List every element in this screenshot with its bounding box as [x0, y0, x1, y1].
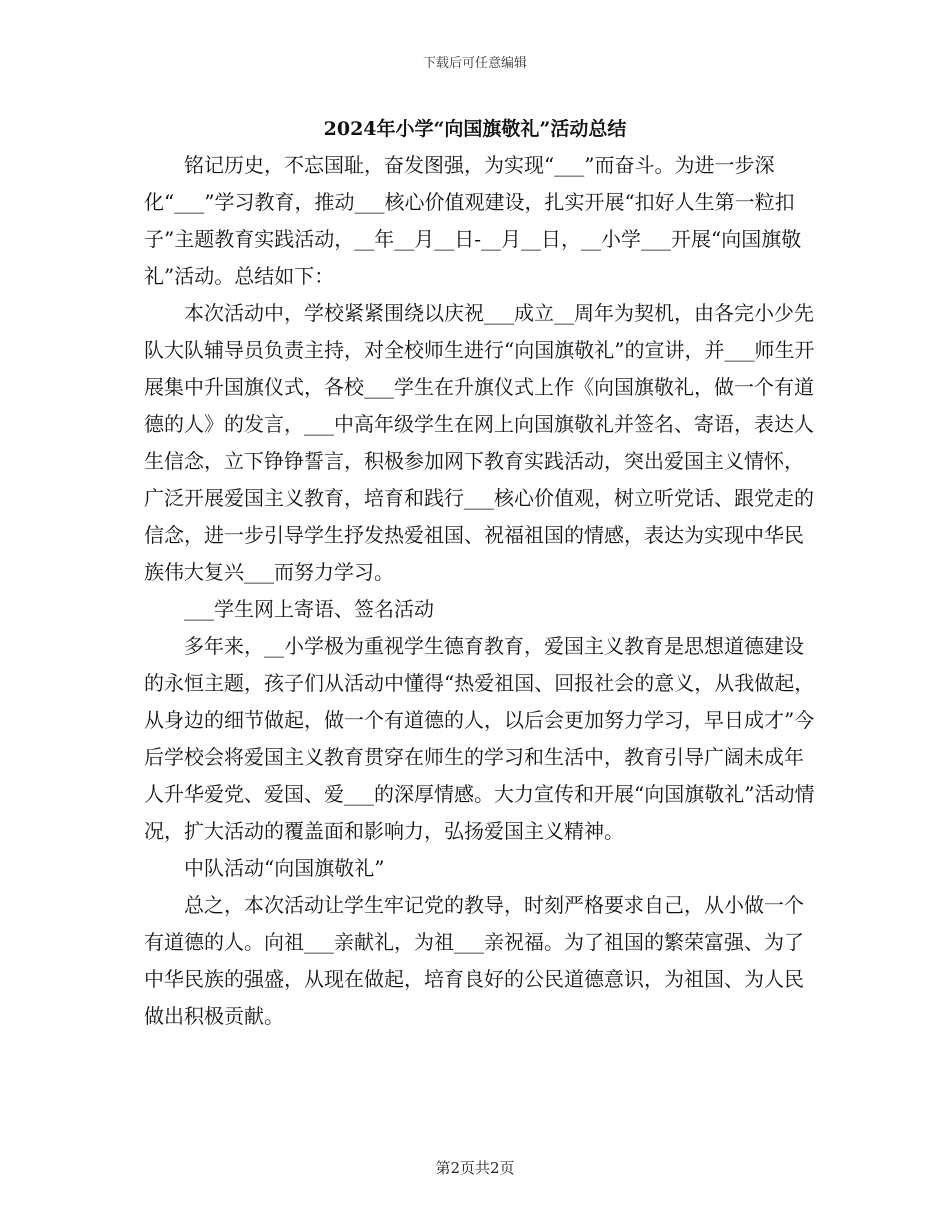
paragraph-education: 多年来，__小学极为重视学生德育教育，爱国主义教育是思想道德建设的永恒主题，孩子们从活动中懂得“热爱祖国、回报社会的意义，从我做起，从身边的细节做起，做一个有道德的人，以后会更加努力学习，早日成才”今后学校会将爱国主义教育贯穿在师生的学习和生活中，教育引导广阔未成年人升华爱党、爱国、爱___的深厚情感。大力宣传和开展“向国旗敬礼”活动情况，扩大活动的覆盖面和影响力，弘扬爱国主义精神。 [144, 634, 815, 843]
document-body [144, 147, 816, 1035]
page-header: 下载后可任意编辑 [422, 56, 527, 71]
document-title: 2024年小学“向国旗敬礼”活动总结 [323, 118, 627, 140]
section-heading-squad: 中队活动“向国旗敬礼” [184, 856, 385, 880]
paragraph-intro: 铭记历史，不忘国耻，奋发图强，为实现“___”而奋斗。为进一步深化“___”学习教育，推动___核心价值观建设，扎实开展“扣好人生第一粒扣子”主题教育实践活动，__年__月__日-__月__日，__小学___开展“向国旗敬礼”活动。总结如下： [144, 153, 802, 288]
paragraph-activity: 本次活动中，学校紧紧围绕以庆祝___成立__周年为契机，由各完小少先队大队辅导员负责主持，对全校师生进行“向国旗敬礼”的宣讲，并___师生开展集中升国旗仪式，各校___学生在升旗仪式上作《向国旗敬礼，做一个有道德的人》的发言，___中高年级学生在网上向国旗敬礼并签名、寄语，表达人生信念，立下铮铮誓言，积极参加网下教育实践活动，突出爱国主义情怀，广泛开展爱国主义教育，培育和践行___核心价值观，树立听党话、跟党走的信念，进一步引导学生抒发热爱祖国、祝福祖国的情感，表达为实现中华民族伟大复兴___而努力学习。 [144, 301, 815, 584]
page-footer: 第2页共2页 [435, 1159, 515, 1177]
paragraph-conclusion: 总之，本次活动让学生牢记党的教导，时刻严格要求自己，从小做一个有道德的人。向祖___亲献礼，为祖___亲祝福。为了祖国的繁荣富强、为了中华民族的强盛，从现在做起，培育良好的公民道德意识，为祖国、为人民做出积极贡献。 [144, 893, 804, 1028]
section-heading-online: ___学生网上寄语、签名活动 [184, 597, 434, 621]
